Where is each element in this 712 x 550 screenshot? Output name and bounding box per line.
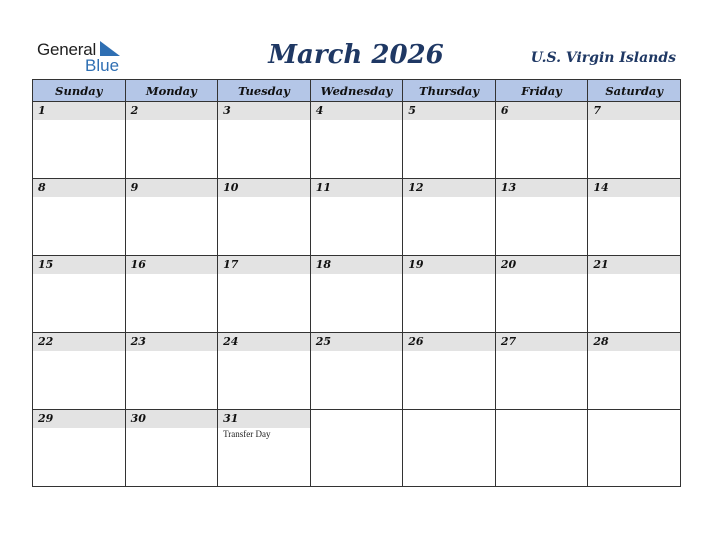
week-row [33,256,681,333]
weekday-friday: Friday [495,80,588,102]
day-cell [33,256,126,333]
day-number: 12 [403,179,495,197]
week-row [33,102,681,179]
day-number [588,410,680,428]
day-number: 26 [403,333,495,351]
day-cell [588,256,681,333]
day-number: 15 [33,256,125,274]
day-cell [403,179,496,256]
holiday-label: Transfer Day [223,429,271,439]
day-cell [33,333,126,410]
day-cell [588,179,681,256]
day-number: 19 [403,256,495,274]
day-number: 11 [311,179,403,197]
day-cell [310,333,403,410]
day-number: 21 [588,256,680,274]
day-cell [218,256,311,333]
day-number: 24 [218,333,310,351]
day-cell [495,256,588,333]
day-number: 7 [588,102,680,120]
day-number: 30 [126,410,218,428]
day-cell [218,410,311,487]
logo-text-blue: Blue [85,56,120,75]
day-cell [310,256,403,333]
day-number: 3 [218,102,310,120]
weekday-wednesday: Wednesday [310,80,403,102]
week-row [33,410,681,487]
day-number: 18 [311,256,403,274]
day-number [496,410,588,428]
day-cell [218,102,311,179]
calendar-grid [32,79,681,487]
day-number: 2 [126,102,218,120]
day-number: 20 [496,256,588,274]
day-cell [125,179,218,256]
day-number: 27 [496,333,588,351]
day-number: 8 [33,179,125,197]
day-number: 10 [218,179,310,197]
day-number: 29 [33,410,125,428]
day-number: 17 [218,256,310,274]
day-cell [403,256,496,333]
day-cell [218,333,311,410]
day-cell [588,102,681,179]
day-number: 31 [218,410,310,428]
day-number: 9 [126,179,218,197]
day-number [403,410,495,428]
day-number: 28 [588,333,680,351]
day-number: 25 [311,333,403,351]
day-cell [125,256,218,333]
weekday-thursday: Thursday [403,80,496,102]
day-number: 4 [311,102,403,120]
day-cell [588,410,681,487]
day-cell [310,179,403,256]
week-row [33,333,681,410]
day-number: 16 [126,256,218,274]
day-cell [403,102,496,179]
day-cell [403,410,496,487]
day-number [311,410,403,428]
day-number: 6 [496,102,588,120]
day-cell [33,102,126,179]
weekday-saturday: Saturday [588,80,681,102]
weekday-monday: Monday [125,80,218,102]
logo-text-general: General [37,40,97,59]
day-cell [495,333,588,410]
day-cell [125,102,218,179]
day-cell [495,410,588,487]
weekday-tuesday: Tuesday [218,80,311,102]
day-cell [588,333,681,410]
day-number: 13 [496,179,588,197]
region-label: U.S. Virgin Islands [530,50,676,66]
day-cell [125,333,218,410]
day-number: 22 [33,333,125,351]
weekday-sunday: Sunday [33,80,126,102]
day-number: 23 [126,333,218,351]
day-cell [310,102,403,179]
day-cell [218,179,311,256]
day-number: 1 [33,102,125,120]
calendar-title: March 2026 [268,40,444,70]
day-cell [495,179,588,256]
day-cell [403,333,496,410]
day-number: 5 [403,102,495,120]
weekday-header-row [33,80,681,102]
day-cell [33,410,126,487]
day-number: 14 [588,179,680,197]
week-row [33,179,681,256]
day-cell [310,410,403,487]
day-cell [33,179,126,256]
day-cell [125,410,218,487]
day-cell [495,102,588,179]
